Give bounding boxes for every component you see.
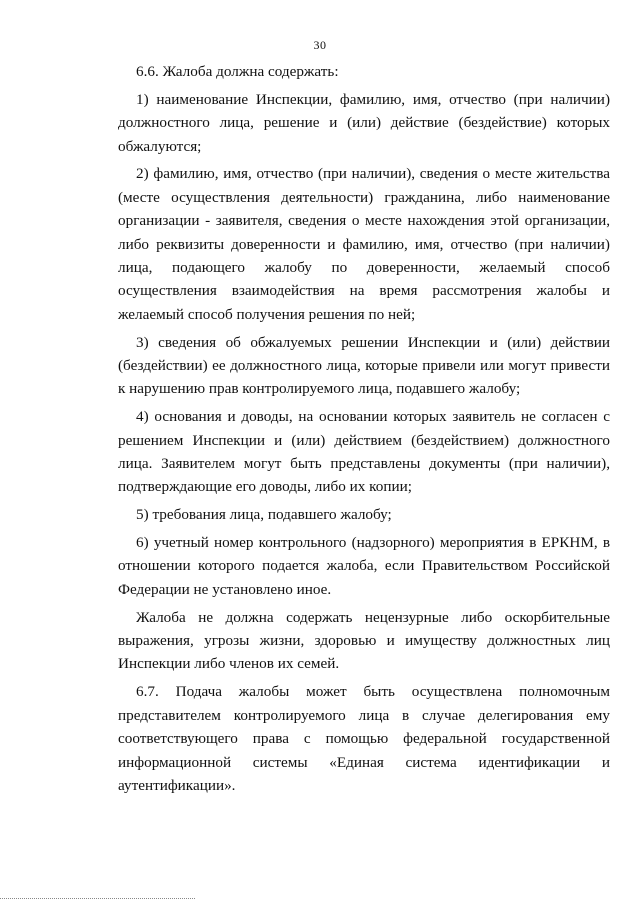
paragraph-item-5: 5) требования лица, подавшего жалобу;: [136, 506, 392, 524]
paragraph-6-7: 6.7. Подача жалобы может быть осуществлена полномочным представителем контролируемого лица в случае делегирования ему соответствующего права с помощью федеральной государственной информационной системы «Единая система идентификации и аутентификации».: [118, 683, 610, 794]
document-body: [118, 60, 610, 802]
paragraph-item-1: 1) наименование Инспекции, фамилию, имя, отчество (при наличии) должностного лица, решение и (или) действие (бездействие) которых обжалуются;: [118, 90, 610, 155]
page-number: 30: [313, 38, 327, 52]
paragraph-item-4: 4) основания и доводы, на основании которых заявитель не согласен с решением Инспекции и (или) действием (бездействием) должностного лица. Заявителем могут быть представлены документы (при наличии), подтверждающие его доводы, либо их копии;: [118, 408, 610, 496]
paragraph-item-3: 3) сведения об обжалуемых решении Инспекции и (или) действии (бездействии) ее должностного лица, которые привели или могут привести к нарушению прав контролируемого лица, подавшего жалобу;: [118, 333, 610, 398]
paragraph-item-2: 2) фамилию, имя, отчество (при наличии), сведения о месте жительства (месте осуществления деятельности) гражданина, либо наименование организации - заявителя, сведения о месте нахождения этой организации, либо реквизиты доверенности и фамилию, имя, отчество (при наличии) лица, подающего жалобу по доверенности, желаемый способ осуществления взаимодействия на время рассмотрения жалобы и желаемый способ получения решения по ней;: [118, 165, 610, 323]
paragraph-item-6: 6) учетный номер контрольного (надзорного) мероприятия в ЕРКНМ, в отношении которого подается жалоба, если Правительством Российской Федерации не установлено иное.: [118, 534, 610, 598]
paragraph-6-6-heading: 6.6. Жалоба должна содержать:: [136, 63, 339, 80]
paragraph-complaint-restrictions: Жалоба не должна содержать нецензурные либо оскорбительные выражения, угрозы жизни, здоровью и имуществу должностных лиц Инспекции либо членов их семей.: [118, 608, 610, 673]
footer-separator: [0, 898, 195, 899]
